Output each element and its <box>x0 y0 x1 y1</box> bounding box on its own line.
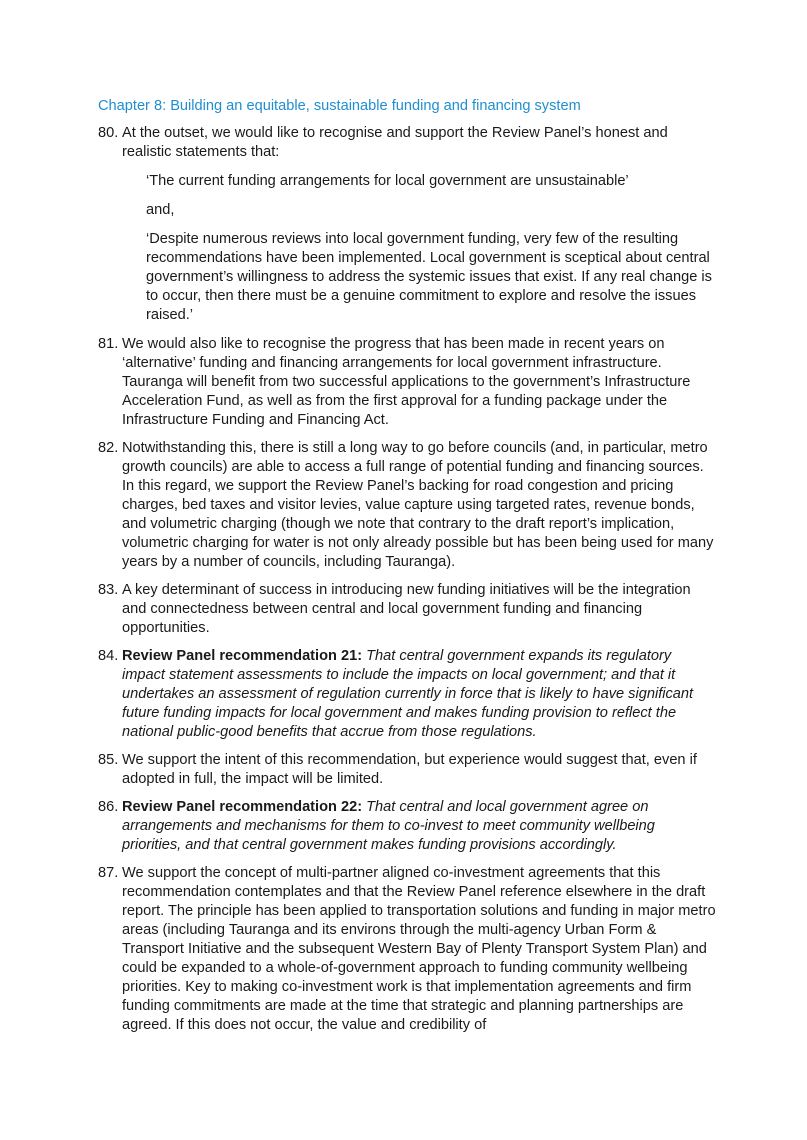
block-quote: ‘The current funding arrangements for local government are unsustainable’ <box>146 173 629 189</box>
paragraph-84 <box>98 647 716 742</box>
paragraph-number: 86. <box>98 799 119 815</box>
block-quote: ‘Despite numerous reviews into local government funding, very few of the resulting recommendations have been implemented. Local government is sceptical about central government’s willingness to address the systemic issues that exist. If any real change is to occur, then there must be a genuine commitment to explore and resolve the issues raised.’ <box>146 231 712 323</box>
paragraph-number: 82. <box>98 440 119 456</box>
paragraph-83 <box>98 581 716 638</box>
paragraph-number: 84. <box>98 648 119 664</box>
paragraph-text: We support the concept of multi-partner aligned co-investment agreements that this recommendation contemplates and that the Review Panel reference elsewhere in the draft report. The principle has been applied to transportation solutions and funding in major metro areas (including Tauranga and its environs through the multi-agency Urban Form & Transport Initiative and the subsequent Western Bay of Plenty Transport System Plan) and could be expanded to a whole-of-government approach to funding community wellbeing priorities. Key to making co-investment work is that implementation agreements and firm funding commitments are made at the time that strategic and planning partnerships are agreed. If this does not occur, the value and credibility of <box>122 865 716 1033</box>
recommendation-label: Review Panel recommendation 22: <box>122 799 363 815</box>
paragraph-text: We support the intent of this recommendation, but experience would suggest that, even if adopted in full, the impact will be limited. <box>122 752 697 787</box>
paragraph-80 <box>98 124 716 325</box>
paragraph-number: 85. <box>98 752 119 768</box>
recommendation-text: That central and local government agree on arrangements and mechanisms for them to co-invest to meet community wellbeing priorities, and that central government makes funding provisions accordingly. <box>122 799 655 853</box>
block-quote-connector: and, <box>146 202 175 218</box>
recommendation-label: Review Panel recommendation 21: <box>122 648 363 664</box>
paragraph-86 <box>98 798 716 855</box>
paragraph-list <box>98 124 716 1044</box>
recommendation-text: That central government expands its regulatory impact statement assessments to include the impacts on local government; and that it undertakes an assessment of regulation currently in force that is likely to have significant future funding impacts for local government and makes funding provision to reflect the national public-good benefits that accrue from those regulations. <box>122 648 694 740</box>
paragraph-text <box>122 798 716 855</box>
paragraph-number: 80. <box>98 125 119 141</box>
chapter-heading: Chapter 8: Building an equitable, sustainable funding and financing system <box>98 98 581 114</box>
paragraph-82 <box>98 439 716 572</box>
paragraph-85 <box>98 751 716 789</box>
paragraph-number: 81. <box>98 336 119 352</box>
paragraph-87 <box>98 864 716 1035</box>
paragraph-number: 83. <box>98 582 119 598</box>
paragraph-number: 87. <box>98 865 119 881</box>
paragraph-text: At the outset, we would like to recognise and support the Review Panel’s honest and realistic statements that: <box>122 125 668 160</box>
paragraph-81 <box>98 335 716 430</box>
paragraph-text <box>122 647 716 742</box>
paragraph-text: Notwithstanding this, there is still a long way to go before councils (and, in particular, metro growth councils) are able to access a full range of potential funding and financing sources. In this regard, we support the Review Panel’s backing for road congestion and pricing charges, bed taxes and visitor levies, value capture using targeted rates, revenue bonds, and volumetric charging (though we note that contrary to the draft report’s implication, volumetric charging for water is not only already possible but has been being used for many years by a number of councils, including Tauranga). <box>122 440 714 570</box>
paragraph-text: A key determinant of success in introducing new funding initiatives will be the integration and connectedness between central and local government funding and financing opportunities. <box>122 582 691 636</box>
paragraph-text: We would also like to recognise the progress that has been made in recent years on ‘alternative’ funding and financing arrangements for local government infrastructure. Tauranga will benefit from two successful applications to the government’s Infrastructure Acceleration Fund, as well as from the first approval for a funding package under the Infrastructure Funding and Financing Act. <box>122 336 691 428</box>
